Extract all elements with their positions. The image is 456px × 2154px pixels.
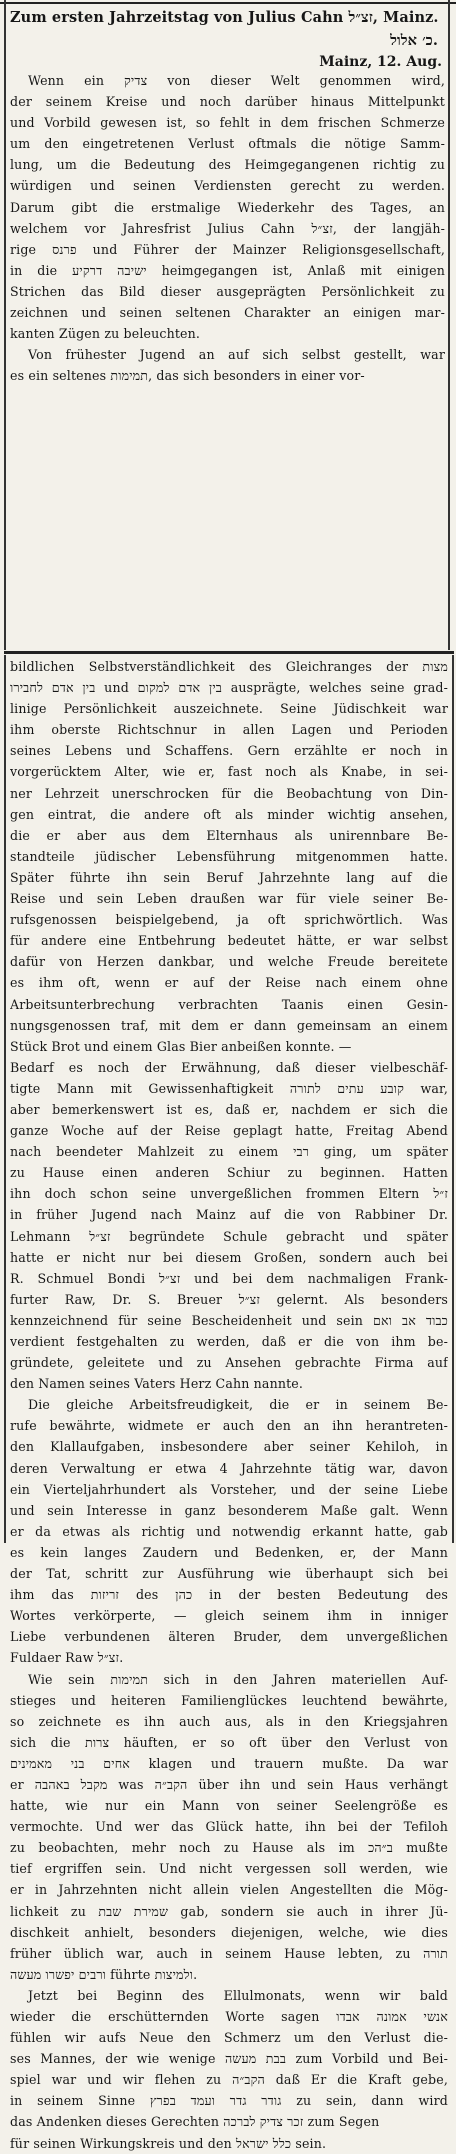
- text-line: rige פרנס und Führer der Mainzer Religionsgesellschaft,: [10, 241, 445, 257]
- text-line: Lehmann זצ״ל begründete Schule gebracht und später: [10, 1228, 448, 1244]
- text-line: אחים בני מאמינים klagen und trauern mußte. Da war: [10, 1755, 448, 1771]
- text-line: für seinen Wirkungskreis und den כלל ישראל sein.: [10, 2135, 327, 2151]
- text-line: den Klallaufgaben, insbesondere aber seiner Kehiloh, in: [10, 1439, 448, 1455]
- article-intro: [10, 70, 445, 386]
- text-line: linige Persönlichkeit auszeichnete. Seine Jüdischkeit war: [10, 701, 448, 717]
- text-line: stieges und heiteren Familienglückes leuchtend bewährte,: [10, 1692, 448, 1708]
- text-line: ihm oberste Richtschnur in allen Lagen und Perioden: [10, 722, 448, 738]
- text-line: Reise und sein Leben draußen war für viele seiner Be-: [10, 891, 448, 907]
- text-line: Arbeitsunterbrechung verbrachten Taanis einen Gesin-: [10, 996, 448, 1012]
- text-line: Strichen das Bild dieser ausgeprägten Persönlichkeit zu: [10, 283, 445, 299]
- text-line: vermochte. Und wer das Glück hatte, ihn bei der Tefiloh: [10, 1819, 448, 1835]
- text-line: בין אדם לחבירו und בין אדם למקום ausprägte, welches seine grad-: [10, 680, 448, 696]
- text-line: tief ergriffen sein. Und nicht vergessen soll werden, wie: [10, 1861, 448, 1877]
- text-line: hatte, wie nur ein Mann von seiner Seelengröße es: [10, 1798, 448, 1814]
- column-break-rule: [4, 651, 454, 654]
- text-line: welchem vor Jahresfrist Julius Cahn זצ״ל, der langjäh-: [10, 220, 445, 236]
- text-line: kennzeichnend für seine Bescheidenheit und sein כבוד אב ואם: [10, 1312, 448, 1328]
- left-frame-rule: [4, 0, 6, 650]
- text-line: verdient festgehalten zu werden, daß er die von ihm be-: [10, 1334, 448, 1349]
- text-line: der seinem Kreise und noch darüber hinaus Mittelpunkt: [10, 94, 445, 110]
- text-line: Stück Brot und einem Glas Bier anbeißen konnte. —: [10, 1038, 352, 1054]
- right-frame-rule: [448, 0, 450, 650]
- text-line: Bedarf es noch der Erwähnung, daß dieser vielbeschäf-: [10, 1059, 448, 1075]
- text-line: nungsgenossen traf, mit dem er dann gemeinsam an einem: [10, 1017, 448, 1033]
- text-line: es ihm oft, wenn er auf der Reise nach einem ohne: [10, 975, 448, 991]
- headline-line-1: Zum ersten Jahrzeitstag von Julius Cahn זצ״ל, Mainz.: [10, 9, 439, 26]
- right-body-rule: [452, 655, 454, 1543]
- text-line: vorgerücktem Alter, wie er, fast noch als Knabe, in sei-: [10, 764, 448, 780]
- text-line: Wenn ein צדיק von dieser Welt genommen wird,: [28, 73, 445, 88]
- text-line: das Andenken dieses Gerechten זכר צדיק לברכה zum Segen: [10, 2114, 380, 2130]
- text-line: dafür von Herzen dankbar, und welche Freude bereitete: [10, 954, 448, 970]
- text-line: spiel war und wir flehen zu הקב״ה daß Er die Kraft gebe,: [10, 2072, 448, 2088]
- text-line: er מקבל באהבה was הקב״ה über ihn und sein Haus verhängt: [10, 1776, 448, 1792]
- text-line: lichkeit zu שמירת שבת gab, sondern sie auch in ihrer Jü-: [10, 1903, 448, 1919]
- text-line: tigte Mann mit Gewissenhaftigkeit קובע עתים לתורה war,: [10, 1080, 448, 1096]
- text-line: fühlen wir aufs Neue den Schmerz um den Verlust die-: [10, 2030, 448, 2046]
- text-line: Fuldaer Raw זצ״ל.: [10, 1650, 124, 1666]
- text-line: deren Verwaltung er etwa 4 Jahrzehnte tätig war, davon: [10, 1460, 448, 1476]
- text-line: so zeichnete es ihn auch aus, als in den Kriegsjahren: [10, 1713, 448, 1729]
- text-line: kanten Zügen zu beleuchten.: [10, 326, 201, 342]
- text-line: in früher Jugend nach Mainz auf die von Rabbiner Dr.: [10, 1207, 448, 1223]
- text-line: und Vorbild gewesen ist, so fehlt in dem frischen Schmerze: [10, 115, 445, 131]
- top-rule: [0, 2, 456, 4]
- text-line: Wortes verkörperte, — gleich seinem ihm in inniger: [10, 1608, 448, 1624]
- text-line: ner Lehrzeit unerschrocken für die Beobachtung von Din-: [10, 785, 448, 801]
- text-line: der Tat, schritt zur Ausführung wie überhaupt sich bei: [10, 1566, 448, 1582]
- text-line: die er aber aus dem Elternhaus als unirennbare Be-: [10, 827, 448, 843]
- text-line: Wie sein תמימות sich in den Jahren materiellen Auf-: [28, 1671, 448, 1687]
- text-line: Liebe verbundenen älteren Bruder, dem unvergeßlichen: [10, 1629, 448, 1645]
- text-line: ורבים יפשרו מעשה führte ולמיצות.: [10, 1966, 198, 1982]
- text-line: früher üblich war, auch in seinem Hause lebten, zu תורה: [10, 1945, 448, 1961]
- text-line: standteile jüdischer Lebensführung mitgenommen hatte.: [10, 848, 448, 864]
- headline-line-2: כ׳ אלול.: [390, 32, 438, 49]
- dateline: Mainz, 12. Aug.: [319, 54, 442, 70]
- text-line: Die gleiche Arbeitsfreudigkeit, die er in seinem Be-: [28, 1397, 448, 1413]
- text-line: wieder die erschütternden Worte sagen אנשי אמונה אבדו: [10, 2009, 448, 2024]
- text-line: rufe bewährte, widmete er auch den an ihn herantreten-: [10, 1418, 448, 1434]
- article-body: [10, 656, 448, 2154]
- text-line: es ein seltenes תמימות, das sich besonders in einer vor-: [10, 368, 365, 384]
- text-line: gen eintrat, die andere oft als minder wichtig ansehen,: [10, 806, 448, 822]
- text-line: Später führte ihn sein Beruf Jahrzehnte lang auf die: [10, 869, 448, 885]
- text-line: und sein Interesse in ganz besonderem Maße galt. Wenn: [10, 1502, 448, 1518]
- text-line: furter Raw, Dr. S. Breuer זצ״ל gelernt. Als besonders: [10, 1291, 448, 1307]
- text-line: es kein langes Zaudern und Bedenken, er, der Mann: [10, 1544, 448, 1560]
- text-line: R. Schmuel Bondi זצ״ל und bei dem nachmaligen Frank-: [10, 1270, 448, 1286]
- text-line: zu Hause einen anderen Schiur zu beginnen. Hatten: [10, 1165, 448, 1181]
- text-line: den Namen seines Vaters Herz Cahn nannte.: [10, 1376, 304, 1392]
- text-line: seines Lebens und Schaffens. Gern erzählte er noch in: [10, 743, 448, 759]
- text-line: zeichnen und seinen seltenen Charakter an einigen mar-: [10, 305, 445, 321]
- text-line: ganze Woche auf der Reise geplagt hatte, Freitag Abend: [10, 1123, 448, 1139]
- text-line: er in Jahrzehnten nicht allein vielen Angestellten die Mög-: [10, 1882, 448, 1898]
- text-line: ein Vierteljahrhundert als Vorsteher, und der seine Liebe: [10, 1481, 448, 1497]
- text-line: in seinem Sinne גודר גדר ועמד בפרץ zu sein, dann wird: [10, 2093, 448, 2109]
- text-line: lung, um die Bedeutung des Heimgegangenen richtig zu: [10, 157, 445, 173]
- text-line: um den eingetretenen Verlust oftmals die nötige Samm-: [10, 136, 445, 152]
- text-line: sich die צרות häuften, er so oft über den Verlust von: [10, 1734, 448, 1750]
- text-line: hatte er nicht nur bei diesem Großen, sondern auch bei: [10, 1249, 448, 1265]
- text-line: ses Mannes, der wie wenige בבת מעשה zum Vorbild und Bei-: [10, 2051, 448, 2067]
- text-line: für andere eine Entbehrung bedeutet hätte, er war selbst: [10, 933, 448, 949]
- text-line: zu beobachten, mehr noch zu Hause als im ב״הכ mußte: [10, 1840, 448, 1856]
- text-line: gründete, geleitete und zu Ansehen gebrachte Firma auf: [10, 1355, 448, 1371]
- text-line: Von frühester Jugend an auf sich selbst gestellt, war: [28, 347, 445, 363]
- text-line: ihn doch schon seine unvergeßlichen frommen Eltern ז״ל: [10, 1186, 448, 1202]
- left-body-rule: [4, 655, 6, 1543]
- text-line: nach beendeter Mahlzeit zu einem רבי ging, um später: [10, 1144, 448, 1160]
- text-line: bildlichen Selbstverständlichkeit des Gleichranges der מצות: [10, 659, 448, 674]
- text-line: Jetzt bei Beginn des Ellulmonats, wenn wir bald: [28, 1987, 448, 2003]
- text-line: rufsgenossen beispielgebend, ja oft sprichwörtlich. Was: [10, 912, 448, 928]
- text-line: er da etwas als richtig und notwendig erkannt hatte, gab: [10, 1523, 448, 1539]
- text-line: in die ישיבה דרקיע heimgegangen ist, Anlaß mit einigen: [10, 262, 445, 278]
- text-line: würdigen und seinen Verdiensten gerecht zu werden.: [10, 178, 445, 194]
- text-line: aber bemerkenswert ist es, daß er, nachdem er sich die: [10, 1101, 448, 1117]
- text-line: Darum gibt die erstmalige Wiederkehr des Tages, an: [10, 199, 445, 215]
- text-line: dischkeit anhielt, besonders diejenigen, welche, wie dies: [10, 1924, 448, 1940]
- article-headline: [10, 6, 444, 52]
- text-line: ihm das זריזות des כהן in der besten Bedeutung des: [10, 1587, 448, 1603]
